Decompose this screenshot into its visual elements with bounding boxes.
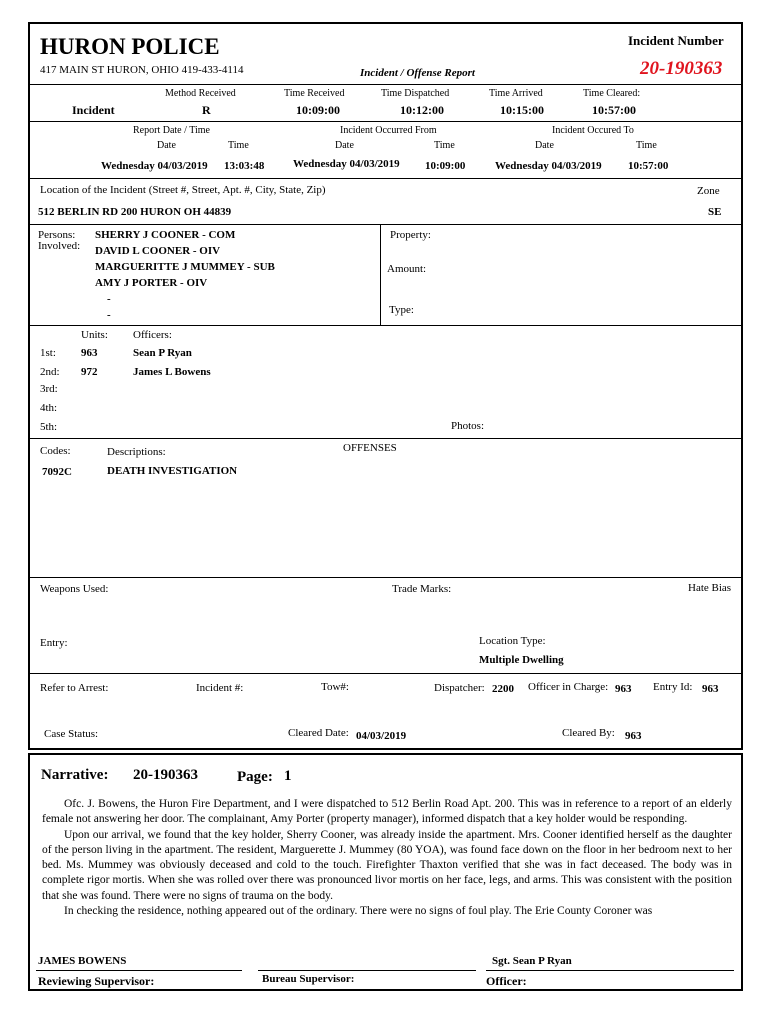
cleared-date-value: 04/03/2019 xyxy=(356,730,407,742)
person-item: AMY J PORTER - OIV xyxy=(95,277,208,289)
narrative-text xyxy=(42,797,732,919)
divider-vertical xyxy=(380,224,381,325)
entry-id-value: 963 xyxy=(702,683,719,695)
zone-label: Zone xyxy=(697,185,720,197)
divider xyxy=(30,84,741,85)
time-dispatched-value: 10:12:00 xyxy=(400,103,444,117)
bureau-supervisor-label: Bureau Supervisor: xyxy=(262,973,355,985)
type-label: Type: xyxy=(389,304,414,316)
occurred-from-label: Incident Occurred From xyxy=(340,125,437,136)
report-type: Incident / Offense Report xyxy=(360,67,475,79)
method-received-value: R xyxy=(202,103,211,117)
divider xyxy=(30,178,741,179)
narrative-paragraph: In checking the residence, nothing appeared out of the ordinary. There were no signs of foul play. The Erie County Coroner was xyxy=(64,905,653,918)
divider xyxy=(30,121,741,122)
officer-name: Sean P Ryan xyxy=(133,347,192,359)
person-item: SHERRY J COONER - COM xyxy=(95,229,236,241)
unit-row-label: 2nd: xyxy=(40,366,60,378)
entry-label: Entry: xyxy=(40,637,68,649)
dispatcher-label: Dispatcher: xyxy=(434,682,485,694)
location-type-label: Location Type: xyxy=(479,635,546,647)
amount-label: Amount: xyxy=(387,263,427,275)
unit-row-label: 4th: xyxy=(40,402,58,414)
weapons-label: Weapons Used: xyxy=(40,583,109,595)
case-status-label: Case Status: xyxy=(44,728,99,740)
tow-label: Tow#: xyxy=(321,681,349,693)
officer-signature-label: Officer: xyxy=(486,974,527,988)
units-label: Units: xyxy=(81,329,108,341)
method-received-label: Method Received xyxy=(165,88,236,99)
cleared-by-label: Cleared By: xyxy=(562,727,615,739)
trade-marks-label: Trade Marks: xyxy=(392,583,452,595)
time-dispatched-label: Time Dispatched xyxy=(381,88,450,99)
from-date-label: Date xyxy=(335,140,354,151)
officer-in-charge-label: Officer in Charge: xyxy=(528,681,609,693)
person-item: - xyxy=(107,309,111,321)
cleared-by-value: 963 xyxy=(625,730,642,742)
narrative-paragraph: Ofc. J. Bowens, the Huron Fire Department, and I were dispatched to 512 Berlin Road Apt. 200. This was in reference to a report of an elderly female not answering her door. The complainant, Amy Porter (property manager), informed dispatch that a key holder would be responding. xyxy=(42,798,732,826)
involved-label: Involved: xyxy=(38,240,81,252)
divider xyxy=(30,673,741,674)
person-item: DAVID L COONER - OIV xyxy=(95,245,221,257)
offenses-title: OFFENSES xyxy=(343,442,397,454)
time-received-value: 10:09:00 xyxy=(296,103,340,117)
officer-in-charge-value: 963 xyxy=(615,683,632,695)
report-date-label: Date xyxy=(157,140,176,151)
divider xyxy=(30,438,741,439)
location-value: 512 BERLIN RD 200 HURON OH 44839 xyxy=(38,206,232,218)
unit-number: 972 xyxy=(81,366,98,378)
offense-description: DEATH INVESTIGATION xyxy=(107,465,238,477)
from-time-value: 10:09:00 xyxy=(425,160,466,172)
occurred-to-label: Incident Occured To xyxy=(552,125,634,136)
signature-line xyxy=(258,970,476,971)
unit-row-label: 1st: xyxy=(40,347,56,359)
dispatcher-value: 2200 xyxy=(492,683,514,695)
unit-number: 963 xyxy=(81,347,98,359)
officers-label: Officers: xyxy=(133,329,172,341)
codes-label: Codes: xyxy=(40,445,71,457)
report-date-time-label: Report Date / Time xyxy=(133,125,210,136)
zone-value: SE xyxy=(708,206,722,218)
person-item: MARGUERITTE J MUMMEY - SUB xyxy=(95,261,275,273)
entry-id-label: Entry Id: xyxy=(653,681,693,693)
department-address: 417 MAIN ST HURON, OHIO 419-433-4114 xyxy=(40,64,244,76)
signature-line xyxy=(486,970,734,971)
time-arrived-value: 10:15:00 xyxy=(500,103,544,117)
refer-to-arrest-label: Refer to Arrest: xyxy=(40,682,109,694)
from-date-value: Wednesday 04/03/2019 xyxy=(293,158,400,170)
officer-signature-name: Sgt. Sean P Ryan xyxy=(492,955,572,967)
incident-number-label: Incident Number xyxy=(628,33,724,48)
location-type-value: Multiple Dwelling xyxy=(479,654,564,666)
report-time-label: Time xyxy=(228,140,249,151)
photos-label: Photos: xyxy=(451,420,485,432)
narrative-label: Narrative: xyxy=(41,767,109,783)
officer-name: James L Bowens xyxy=(133,366,211,378)
time-cleared-label: Time Cleared: xyxy=(583,88,641,99)
person-item: - xyxy=(107,293,111,305)
to-time-value: 10:57:00 xyxy=(628,160,669,172)
report-time-value: 13:03:48 xyxy=(224,160,265,172)
cleared-date-label: Cleared Date: xyxy=(288,727,349,739)
descriptions-label: Descriptions: xyxy=(107,446,166,458)
to-date-label: Date xyxy=(535,140,554,151)
narrative-paragraph: Upon our arrival, we found that the key holder, Sherry Cooner, was already inside the apartment. Mrs. Cooner identified herself as the daughter of the person living in the apartment. The resident, Marguerette J. Mummey (80 YOA), was found face down on the floor in her bedroom next to her bed. Ms. Mummey was obviously deceased and cold to the touch. Firefighter Thaxton verified that she was in fact deceased. The body was in complete rigor mortis. When she was rolled over there was pronounced livor mortis on her face, legs, and arms. This was consistent with the position that she was found. There were no signs of trauma on the body. xyxy=(42,828,732,902)
hate-bias-label: Hate Bias xyxy=(688,582,732,594)
divider xyxy=(30,224,741,225)
report-date-value: Wednesday 04/03/2019 xyxy=(101,160,208,172)
divider xyxy=(30,325,741,326)
from-time-label: Time xyxy=(434,140,455,151)
reviewing-supervisor-name: JAMES BOWENS xyxy=(38,955,127,967)
time-received-label: Time Received xyxy=(284,88,345,99)
offense-code: 7092C xyxy=(42,466,72,478)
time-cleared-value: 10:57:00 xyxy=(592,103,636,117)
department-title: HURON POLICE xyxy=(40,34,220,59)
time-arrived-label: Time Arrived xyxy=(489,88,543,99)
unit-row-label: 5th: xyxy=(40,421,58,433)
location-label: Location of the Incident (Street #, Street, Apt. #, City, State, Zip) xyxy=(40,184,326,196)
persons-label: Persons: xyxy=(38,229,76,241)
incident-row-label: Incident xyxy=(72,103,115,117)
divider xyxy=(30,577,741,578)
to-date-value: Wednesday 04/03/2019 xyxy=(495,160,602,172)
property-label: Property: xyxy=(390,229,431,241)
signature-line xyxy=(36,970,242,971)
incident-num-label: Incident #: xyxy=(196,682,244,694)
incident-number: 20-190363 xyxy=(640,58,723,79)
reviewing-supervisor-label: Reviewing Supervisor: xyxy=(38,974,155,988)
page-number: 1 xyxy=(284,768,292,784)
to-time-label: Time xyxy=(636,140,657,151)
narrative-number: 20-190363 xyxy=(133,767,198,783)
unit-row-label: 3rd: xyxy=(40,383,58,395)
page-label: Page: xyxy=(237,769,273,785)
